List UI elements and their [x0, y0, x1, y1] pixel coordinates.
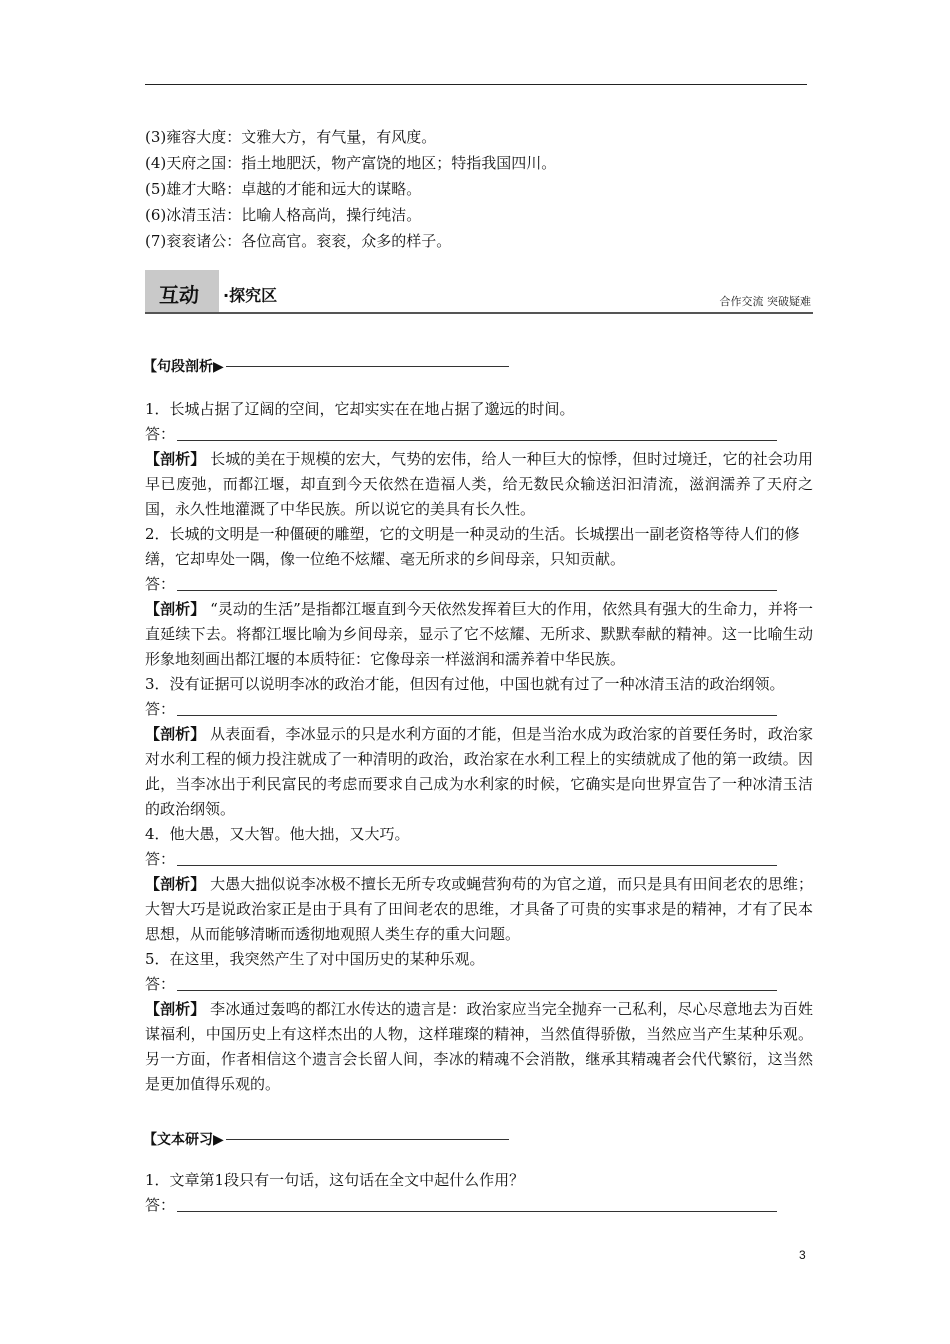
question-block	[145, 672, 813, 822]
vocab-list	[145, 124, 807, 254]
answer-label: 答：	[145, 850, 176, 868]
analysis-text	[145, 872, 813, 947]
analysis-tag: 【剖析】	[145, 600, 206, 618]
answer-blank[interactable]	[177, 697, 777, 716]
section-label: 【句段剖析▶	[143, 359, 224, 375]
question-block	[145, 947, 813, 1097]
answer-line	[145, 1193, 813, 1218]
question-text: 5．在这里，我突然产生了对中国历史的某种乐观。	[145, 950, 485, 968]
question-text: 1．文章第1段只有一句话，这句话在全文中起什么作用？	[145, 1171, 525, 1189]
answer-label: 答：	[145, 1196, 176, 1214]
banner-tagline: 合作交流 突破疑难	[719, 295, 811, 308]
section-heading-text-study	[143, 1129, 509, 1149]
answer-line	[145, 697, 813, 722]
question-text: 1．长城占据了辽阔的空间，它却实实在在地占据了邈远的时间。	[145, 400, 575, 418]
question-block	[145, 1168, 813, 1218]
section-heading-line	[226, 366, 509, 367]
analysis-text	[145, 722, 813, 822]
vocab-item: (4)天府之国：指土地肥沃，物产富饶的地区；特指我国四川。	[145, 154, 557, 172]
question-block	[145, 522, 813, 672]
answer-blank[interactable]	[177, 422, 777, 441]
analysis-text	[145, 597, 813, 672]
banner-subtitle: ·探究区	[223, 286, 278, 305]
analysis-text	[145, 997, 813, 1097]
question-text: 4．他大愚，又大智。他大拙，又大巧。	[145, 825, 410, 843]
analysis-tag: 【剖析】	[145, 725, 206, 743]
answer-blank[interactable]	[177, 972, 777, 991]
answer-blank[interactable]	[177, 1193, 777, 1212]
analysis-text	[145, 447, 813, 522]
answer-blank[interactable]	[177, 572, 777, 591]
vocab-item: (7)衮衮诸公：各位高官。衮衮，众多的样子。	[145, 232, 452, 250]
analysis-tag: 【剖析】	[145, 450, 206, 468]
vocab-item: (5)雄才大略：卓越的才能和远大的谋略。	[145, 180, 422, 198]
page-number: 3	[799, 1248, 806, 1262]
section-banner	[145, 270, 813, 314]
answer-line	[145, 972, 813, 997]
section-heading-line	[226, 1139, 509, 1140]
section-heading-analysis	[143, 356, 509, 376]
answer-line	[145, 422, 813, 447]
answer-blank[interactable]	[177, 847, 777, 866]
analysis-tag: 【剖析】	[145, 875, 206, 893]
vocab-item: (6)冰清玉洁：比喻人格高尚，操行纯洁。	[145, 206, 422, 224]
question-block	[145, 397, 813, 522]
section-label: 【文本研习▶	[143, 1132, 224, 1148]
analysis-body: 大愚大拙似说李冰极不擅长无所专攻或蝇营狗苟的为官之道，而只是具有田间老农的思维；大智大巧是说政治家正是由于具有了田间老农的思维，才具备了可贵的实事求是的精神，才有了民本思想，从而能够清晰而透彻地观照人类生存的重大问题。	[145, 875, 813, 943]
analysis-body: 李冰通过轰鸣的都江水传达的遗言是：政治家应当完全抛弃一己私利，尽心尽意地去为百姓谋福利，中国历史上有这样杰出的人物，这样璀璨的精神，当然值得骄傲，当然应当产生某种乐观。另一方面，作者相信这个遗言会长留人间，李冰的精魂不会消散，继承其精魂者会代代繁衍，这当然是更加值得乐观的。	[145, 1000, 813, 1093]
answer-line	[145, 572, 813, 597]
header-rule	[145, 84, 807, 85]
banner-title: 互动	[159, 283, 199, 307]
answer-line	[145, 847, 813, 872]
answer-label: 答：	[145, 425, 176, 443]
analysis-body: 长城的美在于规模的宏大，气势的宏伟，给人一种巨大的惊悸，但时过境迁，它的社会功用早已废弛，而都江堰，却直到今天依然在造福人类，给无数民众输送汩汩清流，滋润濡养了天府之国，永久性地灌溉了中华民族。所以说它的美具有长久性。	[145, 450, 813, 518]
analysis-section	[145, 397, 813, 1097]
analysis-body: “灵动的生活”是指都江堰直到今天依然发挥着巨大的作用，依然具有强大的生命力，并将一直延续下去。将都江堰比喻为乡间母亲，显示了它不炫耀、无所求、默默奉献的精神。这一比喻生动形象地刻画出都江堰的本质特征：它像母亲一样滋润和濡养着中华民族。	[145, 600, 813, 668]
analysis-tag: 【剖析】	[145, 1000, 206, 1018]
text-study-section	[145, 1168, 813, 1218]
answer-label: 答：	[145, 575, 176, 593]
banner-rule	[145, 312, 813, 314]
analysis-body: 从表面看，李冰显示的只是水利方面的才能，但是当治水成为政治家的首要任务时，政治家对水利工程的倾力投注就成了一种清明的政治，政治家在水利工程上的实绩就成了他的第一政绩。因此，当李冰出于利民富民的考虑而要求自己成为水利家的时候，它确实是向世界宣告了一种冰清玉洁的政治纲领。	[145, 725, 813, 818]
question-text: 3．没有证据可以说明李冰的政治才能，但因有过他，中国也就有过了一种冰清玉洁的政治纲领。	[145, 675, 785, 693]
answer-label: 答：	[145, 700, 176, 718]
vocab-item: (3)雍容大度：文雅大方，有气量，有风度。	[145, 128, 437, 146]
answer-label: 答：	[145, 975, 176, 993]
question-text: 2．长城的文明是一种僵硬的雕塑，它的文明是一种灵动的生活。长城摆出一副老资格等待人们的修缮，它却卑处一隅，像一位绝不炫耀、毫无所求的乡间母亲，只知贡献。	[145, 525, 800, 568]
question-block	[145, 822, 813, 947]
